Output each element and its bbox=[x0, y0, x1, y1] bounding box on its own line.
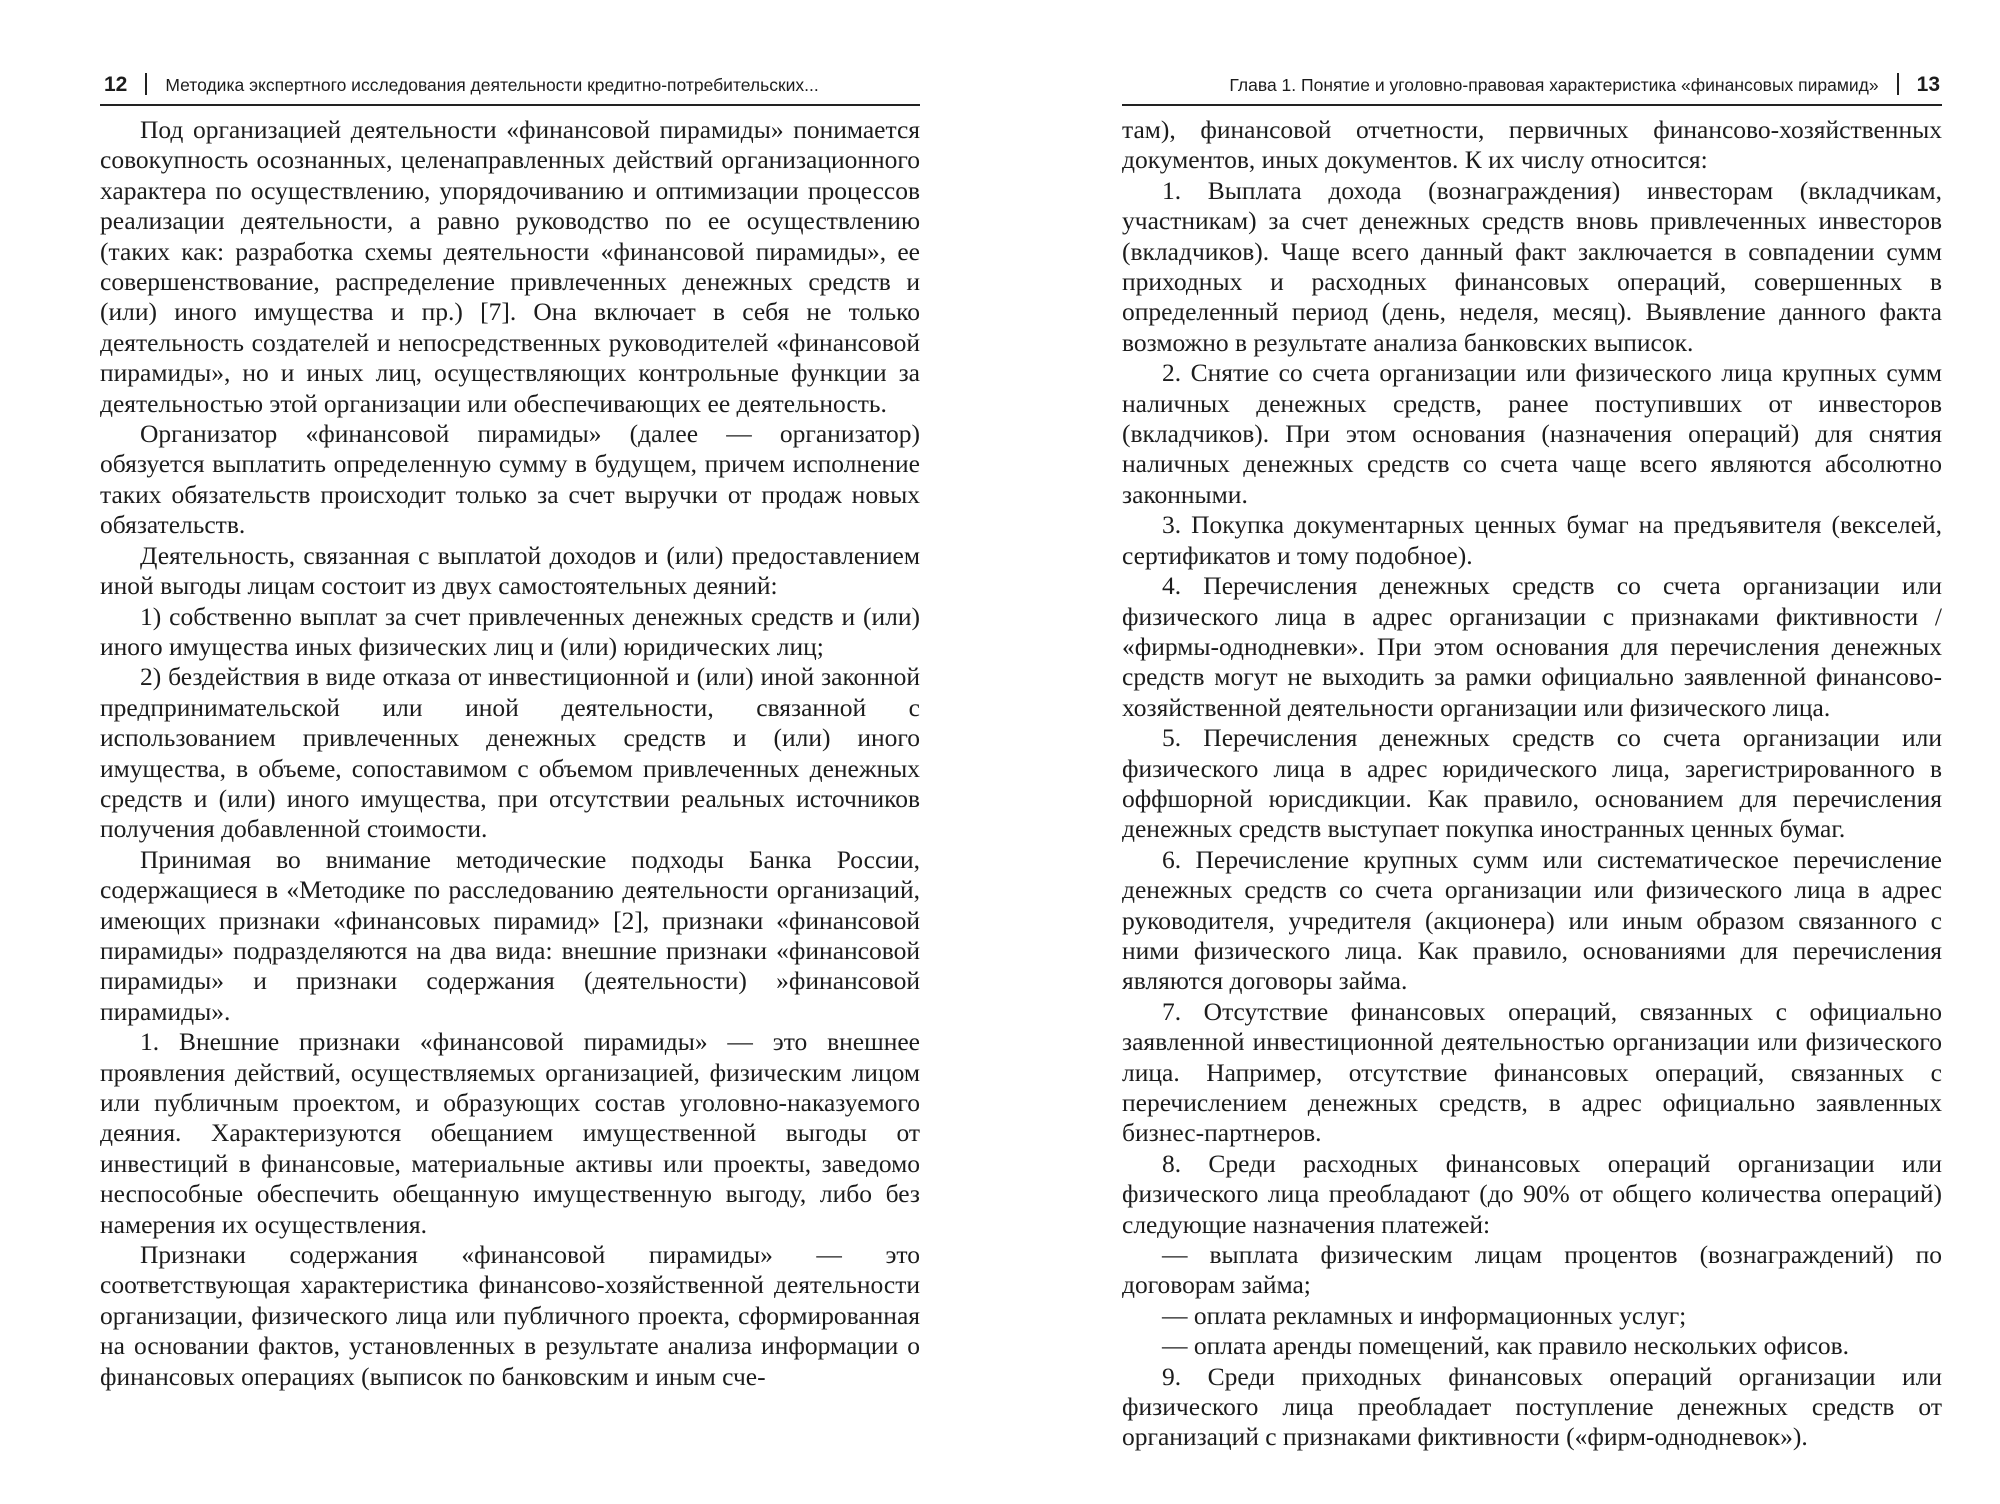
right-running-title: Глава 1. Понятие и уголовно-правовая характеристика «финансовых пирамид» bbox=[1229, 75, 1879, 95]
left-page-number: 12 bbox=[104, 73, 128, 96]
list-item: 1. Выплата дохода (вознаграждения) инвесторам (вкладчикам, участникам) за счет денежных средств вновь привлеченных инвесторов (вкладчиков). Чаще всего данный факт заключается в совпадении сумм приходных и расходных финансовых операций, совершенных в определенный период (день, неделя, месяц). Выявление данного факта возможно в результате анализа банковских выписок. bbox=[1122, 175, 1942, 357]
paragraph: Организатор «финансовой пирамиды» (далее — организатор) обязуется выплатить определенную сумму в будущем, причем исполнение таких обязательств происходит только за счет выручки от продаж новых обязательств. bbox=[100, 419, 920, 540]
dash-item: — оплата рекламных и информационных услуг; bbox=[1162, 1300, 1687, 1330]
list-item: 2. Снятие со счета организации или физического лица крупных сумм наличных денежных средств, ранее поступивших от инвесторов (вкладчиков). При этом основания (назначения операций) для снятия наличных денежных средств со счета чаще всего являются абсолютно законными. bbox=[1122, 358, 1942, 509]
paragraph: Признаки содержания «финансовой пирамиды» — это соответствующая характеристика финансово-хозяйственной деятельности организации, физического лица или публичного проекта, сформированная на основании фактов, установленных в результате анализа информации о финансовых операциях (выписок по банковским и иным сче- bbox=[100, 1240, 920, 1391]
list-item: 3. Покупка документарных ценных бумаг на предъявителя (векселей, сертификатов и тому подобное). bbox=[1122, 510, 1942, 570]
list-item: 7. Отсутствие финансовых операций, связанных с официально заявленной инвестиционной деятельностью организации или физического лица. Например, отсутствие финансовых операций, связанных с перечислением денежных средств, в адрес официально заявленных бизнес-партнеров. bbox=[1122, 996, 1942, 1148]
list-item: 5. Перечисления денежных средств со счета организации или физического лица в адрес юридического лица, зарегистрированного в оффшорной юрисдикции. Как правило, основанием для перечисления денежных средств выступает покупка иностранных ценных бумаг. bbox=[1122, 723, 1942, 844]
left-running-title: Методика экспертного исследования деятельности кредитно-потребительских... bbox=[165, 75, 819, 95]
dash-item: — выплата физическим лицам процентов (вознаграждений) по договорам займа; bbox=[1122, 1240, 1942, 1300]
dash-item: — оплата аренды помещений, как правило нескольких офисов. bbox=[1162, 1331, 1850, 1361]
list-item: 4. Перечисления денежных средств со счета организации или физического лица в адрес организации с признаками фиктивности / «фирмы-однодневки». При этом основания для перечисления денежных средств могут не выходить за рамки официально заявленной финансово-хозяйственной деятельности организации или физического лица. bbox=[1122, 571, 1942, 722]
left-running-head bbox=[100, 70, 920, 106]
right-page bbox=[1122, 0, 1942, 1504]
paragraph: Деятельность, связанная с выплатой доходов и (или) предоставлением иной выгоды лицам состоит из двух самостоятельных деяний: bbox=[100, 540, 920, 601]
running-head-separator bbox=[145, 73, 147, 95]
list-item: 9. Среди приходных финансовых операций организации или физического лица преобладает поступление денежных средств от организаций с признаками фиктивности («фирм-однодневок»). bbox=[1122, 1361, 1942, 1452]
left-page bbox=[100, 0, 920, 1504]
list-item: 1) собственно выплат за счет привлеченных денежных средств и (или) иного имущества иных физических лиц и (или) юридических лиц; bbox=[100, 601, 920, 661]
list-item: 6. Перечисление крупных сумм или систематическое перечисление денежных средств со счета организации или физического лица в адрес руководителя, учредителя (акционера) или иным образом связанного с ними физического лица. Как правило, основаниями для перечисления являются договоры займа. bbox=[1122, 844, 1942, 996]
running-head-separator bbox=[1897, 73, 1899, 95]
right-page-number: 13 bbox=[1916, 73, 1940, 96]
list-item: 8. Среди расходных финансовых операций организации или физического лица преобладают (до 90% от общего количества операций) следующие назначения платежей: bbox=[1122, 1148, 1942, 1239]
paragraph: 1. Внешние признаки «финансовой пирамиды» — это внешнее проявления действий, осуществляемых организацией, физическим лицом или публичным проектом, и образующих состав уголовно-наказуемого деяния. Характеризуются обещанием имущественной выгоды от инвестиций в финансовые, материальные активы или проекты, заведомо неспособные обеспечить обещанную имущественную выгоду, либо без намерения их осуществления. bbox=[100, 1027, 920, 1239]
left-body-text bbox=[100, 115, 920, 1392]
right-body-text bbox=[1122, 115, 1942, 1453]
right-running-head bbox=[1122, 70, 1942, 106]
list-item: 2) бездействия в виде отказа от инвестиционной и (или) иной законной предпринимательской или иной деятельности, связанной с использованием привлеченных денежных средств и (или) иного имущества, в объеме, сопоставимом с объемом привлеченных денежных средств и (или) иного имущества, при отсутствии реальных источников получения добавленной стоимости. bbox=[100, 662, 920, 844]
paragraph-continuation: там), финансовой отчетности, первичных финансово-хозяйственных документов, иных документов. К их числу относится: bbox=[1122, 115, 1942, 175]
paragraph: Под организацией деятельности «финансовой пирамиды» понимается совокупность осознанных, целенаправленных действий организационного характера по осуществлению, упорядочиванию и оптимизации процессов реализации деятельности, а равно руководство по ее осуществлению (таких как: разработка схемы деятельности «финансовой пирамиды», ее совершенствование, распределение привлеченных денежных средств и (или) иного имущества и пр.) [7]. Она включает в себя не только деятельность создателей и непосредственных руководителей «финансовой пирамиды», но и иных лиц, осуществляющих контрольные функции за деятельностью этой организации или обеспечивающих ее деятельность. bbox=[100, 115, 920, 418]
paragraph: Принимая во внимание методические подходы Банка России, содержащиеся в «Методике по расследованию деятельности организаций, имеющих признаки «финансовых пирамид» [2], признаки «финансовой пирамиды» подразделяются на два вида: внешние признаки «финансовой пирамиды» и признаки содержания (деятельности) »финансовой пирамиды». bbox=[100, 844, 920, 1026]
